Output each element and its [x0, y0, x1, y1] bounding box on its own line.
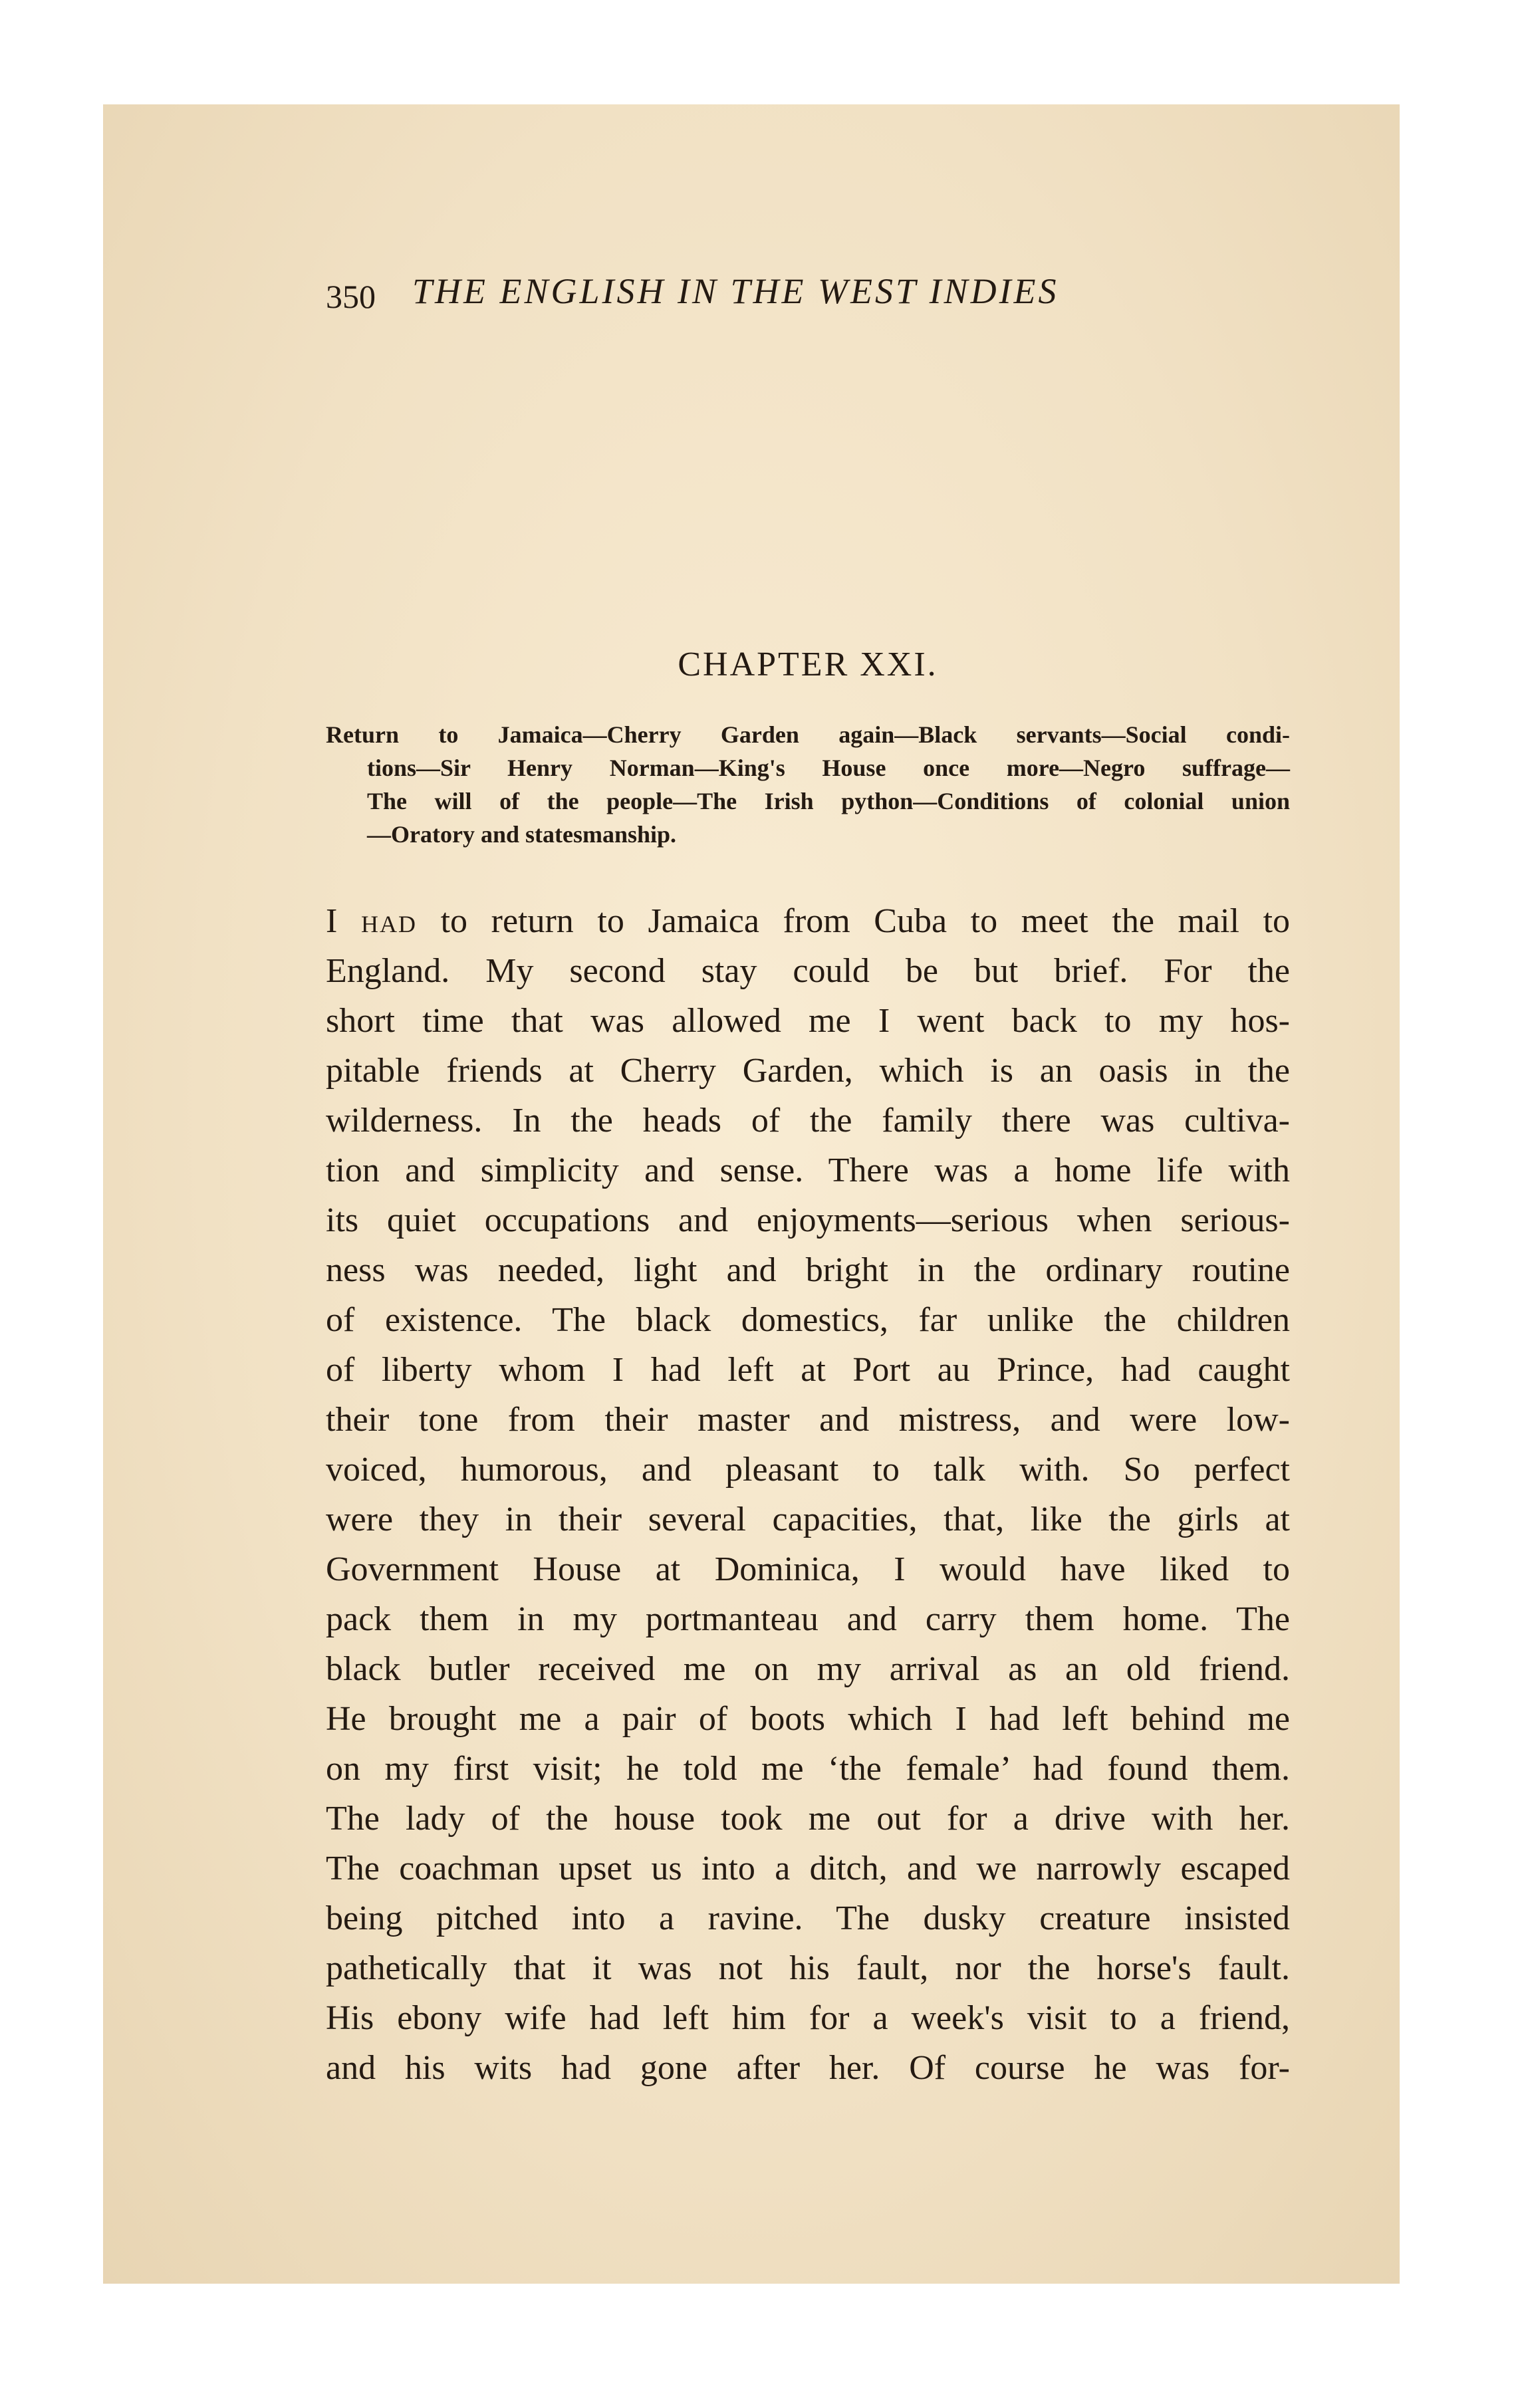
- running-head: [326, 271, 1210, 324]
- body-line: were they in their several capacities, that, like the girls at: [326, 1501, 1290, 1538]
- first-line-rest: to return to Jamaica from Cuba to meet the mail to: [440, 902, 1291, 940]
- body-text: [326, 896, 1290, 2093]
- body-line: voiced, humorous, and pleasant to talk with. So perfect: [326, 1451, 1290, 1489]
- running-title: THE ENGLISH IN THE WEST INDIES: [412, 271, 1059, 311]
- body-line: Government House at Dominica, I would have liked to: [326, 1550, 1290, 1588]
- body-line: tion and simplicity and sense. There was a home life with: [326, 1151, 1290, 1189]
- synopsis-line: Return to Jamaica—Cherry Garden again—Black servants—Social condi-: [326, 721, 1290, 748]
- chapter-heading: CHAPTER XXI.: [678, 646, 938, 683]
- body-line: pitable friends at Cherry Garden, which is an oasis in the: [326, 1052, 1290, 1090]
- body-line: He brought me a pair of boots which I had left behind me: [326, 1700, 1290, 1738]
- body-line: The lady of the house took me out for a drive with her.: [326, 1800, 1290, 1838]
- opening-word: I: [326, 902, 338, 940]
- body-line: of existence. The black domestics, far unlike the children: [326, 1301, 1290, 1339]
- body-line-first: [326, 896, 1290, 946]
- body-line: short time that was allowed me I went back to my hos-: [326, 1002, 1290, 1040]
- body-line: wilderness. In the heads of the family there was cultiva-: [326, 1102, 1290, 1140]
- synopsis-line: —Oratory and statesmanship.: [367, 821, 677, 848]
- body-line: its quiet occupations and enjoyments—serious when serious-: [326, 1201, 1290, 1239]
- chapter-synopsis: [326, 718, 1290, 851]
- body-line: pathetically that it was not his fault, nor the horse's fault.: [326, 1949, 1290, 1987]
- body-line: The coachman upset us into a ditch, and we narrowly escaped: [326, 1850, 1290, 1887]
- body-line: being pitched into a ravine. The dusky creature insisted: [326, 1899, 1290, 1937]
- body-line: black butler received me on my arrival as an old friend.: [326, 1650, 1290, 1688]
- body-line: their tone from their master and mistress, and were low-: [326, 1401, 1290, 1439]
- synopsis-line: The will of the people—The Irish python—Conditions of colonial union: [367, 788, 1290, 814]
- body-line: on my first visit; he told me ‘the female’ had found them.: [326, 1750, 1290, 1788]
- page-number: 350: [326, 278, 376, 315]
- body-line: ness was needed, light and bright in the ordinary routine: [326, 1251, 1290, 1289]
- synopsis-line: tions—Sir Henry Norman—King's House once more—Negro suffrage—: [367, 755, 1290, 781]
- body-line: England. My second stay could be but brief. For the: [326, 952, 1290, 990]
- body-line: His ebony wife had left him for a week's visit to a friend,: [326, 1999, 1290, 2037]
- body-line: of liberty whom I had left at Port au Prince, had caught: [326, 1351, 1290, 1389]
- body-line: pack them in my portmanteau and carry them home. The: [326, 1600, 1290, 1638]
- body-line: and his wits had gone after her. Of course he was for-: [326, 2049, 1290, 2087]
- opening-small-caps: had: [360, 902, 417, 940]
